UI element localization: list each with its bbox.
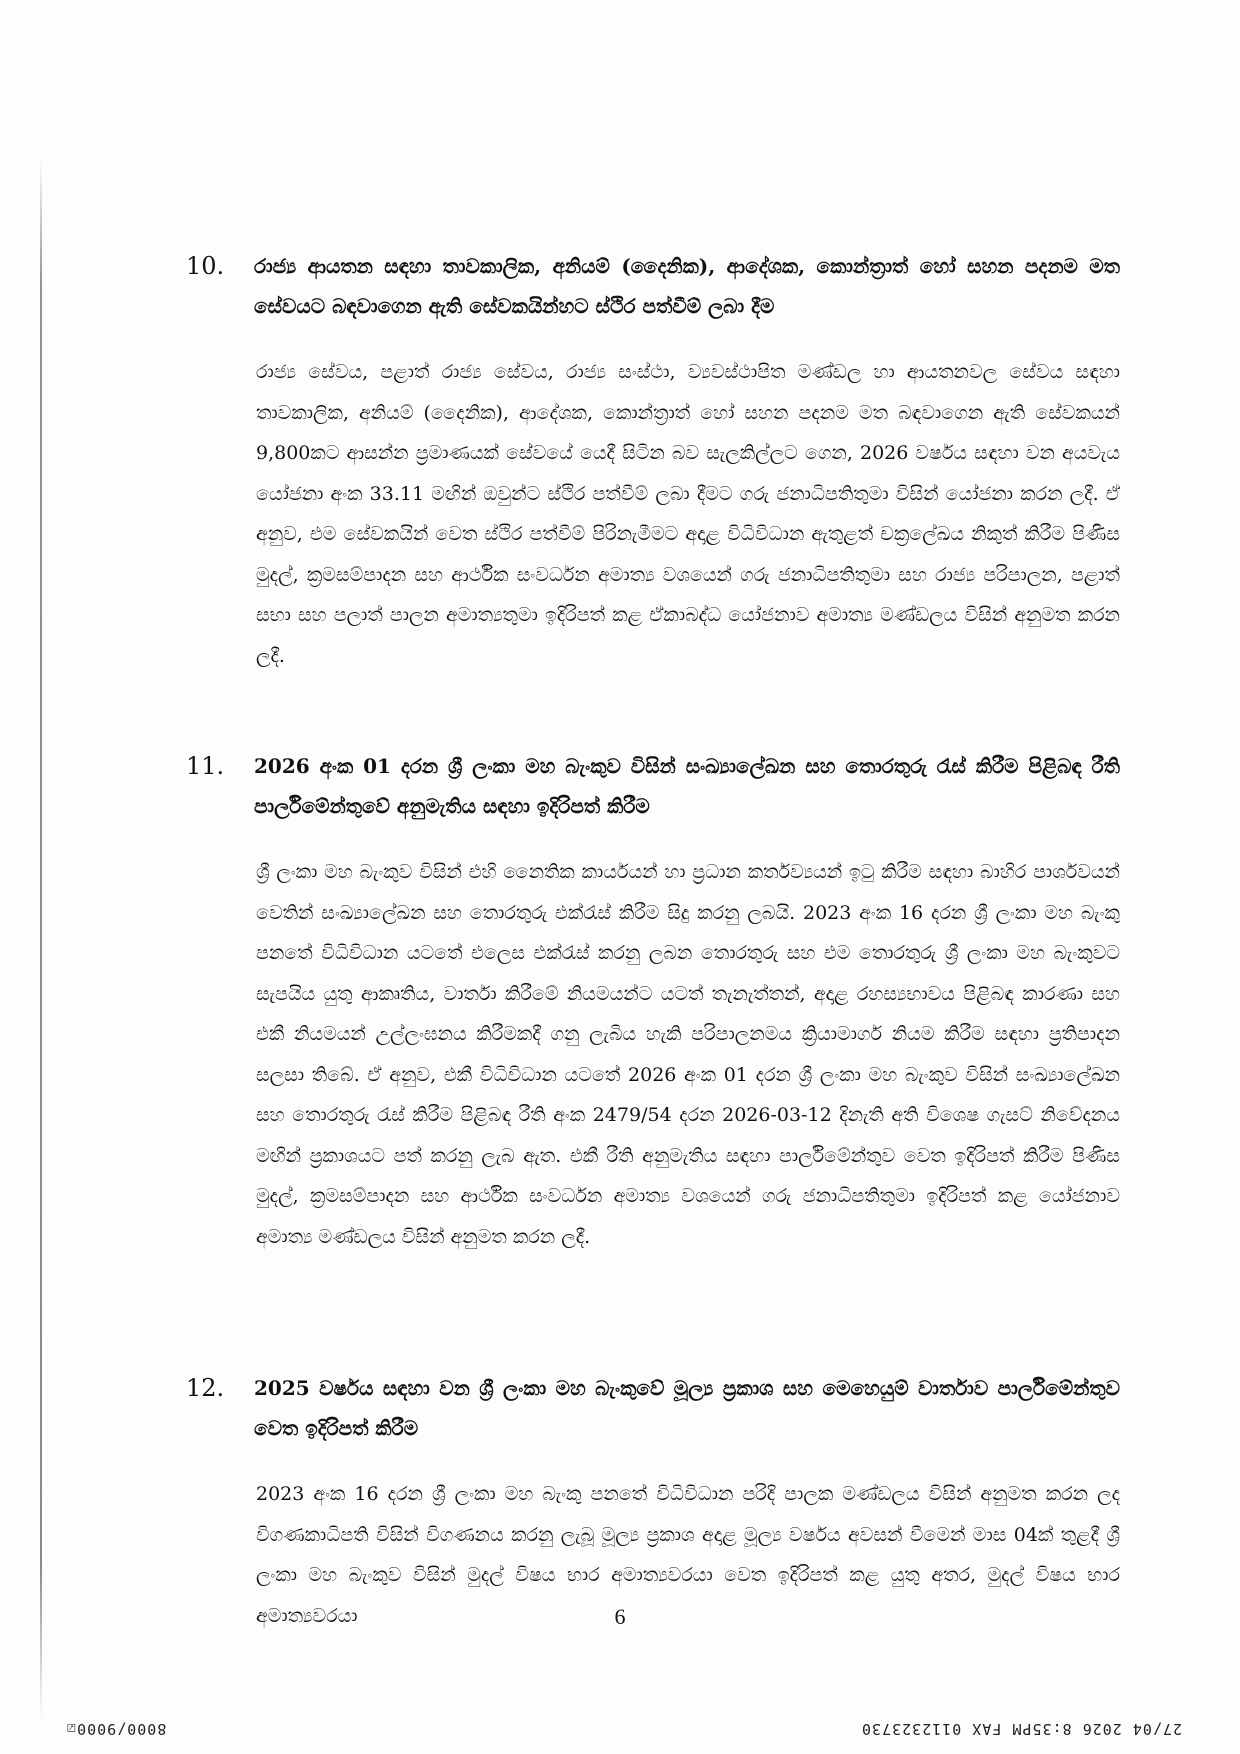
section-title: 2026 අංක 01 දරන ශ්‍රී ලංකා මහ බැංකුව විසින් සංඛ්‍යාලේඛන සහ තොරතුරු රැස් කිරීම පිළිබඳ රීති පාර්ලිමේන්තුවේ අනුමැතිය සඳහා ඉදිරිපත් කිරීම	[254, 754, 1120, 818]
section-body: ශ්‍රී ලංකා මහ බැංකුව විසින් එහි නෛතික කාර්යයන් හා ප්‍රධාන කර්තව්‍යයන් ඉටු කිරීම සඳහා බාහිර පාර්ශවයන් වෙතින් සංඛ්‍යාලේඛන සහ තොරතුරු එක්රැස් කිරීම සිදු කරනු ලබයි. 2023 අංක 16 දරන ශ්‍රී ලංකා මහ බැංකු පනතේ විධිවිධාන යටතේ එලෙස එක්රැස් කරනු ලබන තොරතුරු සහ එම තොරතුරු ශ්‍රී ලංකා මහ බැංකුවට සැපයිය යුතු ආකෘතිය, වාර්තා කිරීමේ නියමයන්ට යටත් තැනැත්තන්, අදාළ රහස්‍යභාවය පිළිබඳ කාරණා සහ එකී නියමයන් උල්ලංඝනය කිරීමකදී ගනු ලැබිය හැකි පරිපාලනමය ක්‍රියාමාර්ග නියම කිරීම සඳහා ප්‍රතිපාදන සලසා තිබේ. ඒ අනුව, එකී විධිවිධාන යටතේ 2026 අංක 01 දරන ශ්‍රී ලංකා මහ බැංකුව විසින් සංඛ්‍යාලේඛන සහ තොරතුරු රැස් කිරීම පිළිබඳ රීති අංක 2479/54 දරන 2026-03-12 දිනැති අති විශෙෂ ගැසට් නිවේදනය මඟින් ප්‍රකාශයට පත් කරනු ලැබ ඇත. එකී රීති අනුමැතිය සඳහා පාර්ලිමේන්තුව වෙත ඉදිරිපත් කිරීම පිණිස මුදල්, ක්‍රමසම්පාදන සහ ආර්ථික සංවර්ධන අමාත්‍ය වශයෙන් ගරු ජනාධිපතිතුමා ඉදිරිපත් කළ යෝජනාව අමාත්‍ය මණ්ඩලය විසින් අනුමත කරන ලදී.	[256, 861, 1120, 1248]
section-title: 2025 වර්ෂය සඳහා වන ශ්‍රී ලංකා මහ බැංකුවේ මූල්‍ය ප්‍රකාශ සහ මෙහෙයුම් වාර්තාව පාර්ලිමේන්තුව වෙත ඉදිරිපත් කිරීම	[254, 1376, 1120, 1440]
fax-page-counter: 8000/9000☑	[66, 1720, 167, 1738]
fax-timestamp-line: 27/04 2026 8:35PM FAX 0112323730	[861, 1720, 1182, 1738]
section-number: 11.	[186, 752, 225, 780]
scan-edge-line	[40, 160, 42, 1720]
section-10	[186, 246, 1120, 676]
section-body: 2023 අංක 16 දරන ශ්‍රී ලංකා මහ බැංකු පනතේ විධිවිධාන පරිදි පාලක මණ්ඩලය විසින් අනුමත කරන ලද විගණකාධිපති විසින් විගණනය කරනු ලැබූ මූල්‍ය ප්‍රකාශ අදාළ මූල්‍ය වර්ෂය අවසන් වීමෙන් මාස 04ක් තුළදී ශ්‍රී ලංකා මහ බැංකුව විසින් මුදල් විෂය භාර අමාත්‍යවරයා වෙත ඉදිරිපත් කළ යුතු අතර, මුදල් විෂය භාර අමාත්‍යවරයා	[256, 1483, 1120, 1627]
section-number: 12.	[186, 1374, 225, 1402]
fax-transmission-header	[0, 1716, 1240, 1746]
page-number: 6	[614, 1604, 626, 1629]
section-title: රාජ්‍ය ආයතන සඳහා තාවකාලික, අනියම් (දෛනික), ආදේශක, කොන්ත්‍රාත් හෝ සහන පදනම මත සේවයට බඳවාගෙන ඇති සේවකයින්හට ස්ථිර පත්වීම් ලබා දීම	[254, 254, 1120, 318]
section-12	[186, 1368, 1120, 1636]
section-11	[186, 746, 1120, 1257]
section-number: 10.	[186, 252, 225, 280]
section-body: රාජ්‍ය සේවය, පළාත් රාජ්‍ය සේවය, රාජ්‍ය සංස්ථා, ව්‍යවස්ථාපිත මණ්ඩල හා ආයතනවල සේවය සඳහා තාවකාලික, අනියම් (දෛනික), ආදේශක, කොන්ත්‍රාත් හෝ සහන පදනම මත බඳවාගෙන ඇති සේවකයන් 9,800කට ආසන්න ප්‍රමාණයක් සේවයේ යෙදී සිටින බව සැලකිල්ලට ගෙන, 2026 වර්ෂය සඳහා වන අයවැය යෝජනා අංක 33.11 මඟින් ඔවුන්ට ස්ථිර පත්වීම් ලබා දීමට ගරු ජනාධිපතිතුමා විසින් යෝජනා කරන ලදී. ඒ අනුව, එම සේවකයින් වෙත ස්ථිර පත්වීම් පිරිනැමීමට අදාළ විධිවිධාන ඇතුළත් චක්‍රලේඛය නිකුත් කිරීම පිණිස මුදල්, ක්‍රමසම්පාදන සහ ආර්ථික සංවර්ධන අමාත්‍ය වශයෙන් ගරු ජනාධිපතිතුමා සහ රාජ්‍ය පරිපාලන, පළාත් සභා සහ පලාත් පාලන අමාත්‍යතුමා ඉදිරිපත් කළ ඒකාබද්ධ යෝජනාව අමාත්‍ය මණ්ඩලය විසින් අනුමත කරන ලදී.	[256, 361, 1120, 667]
